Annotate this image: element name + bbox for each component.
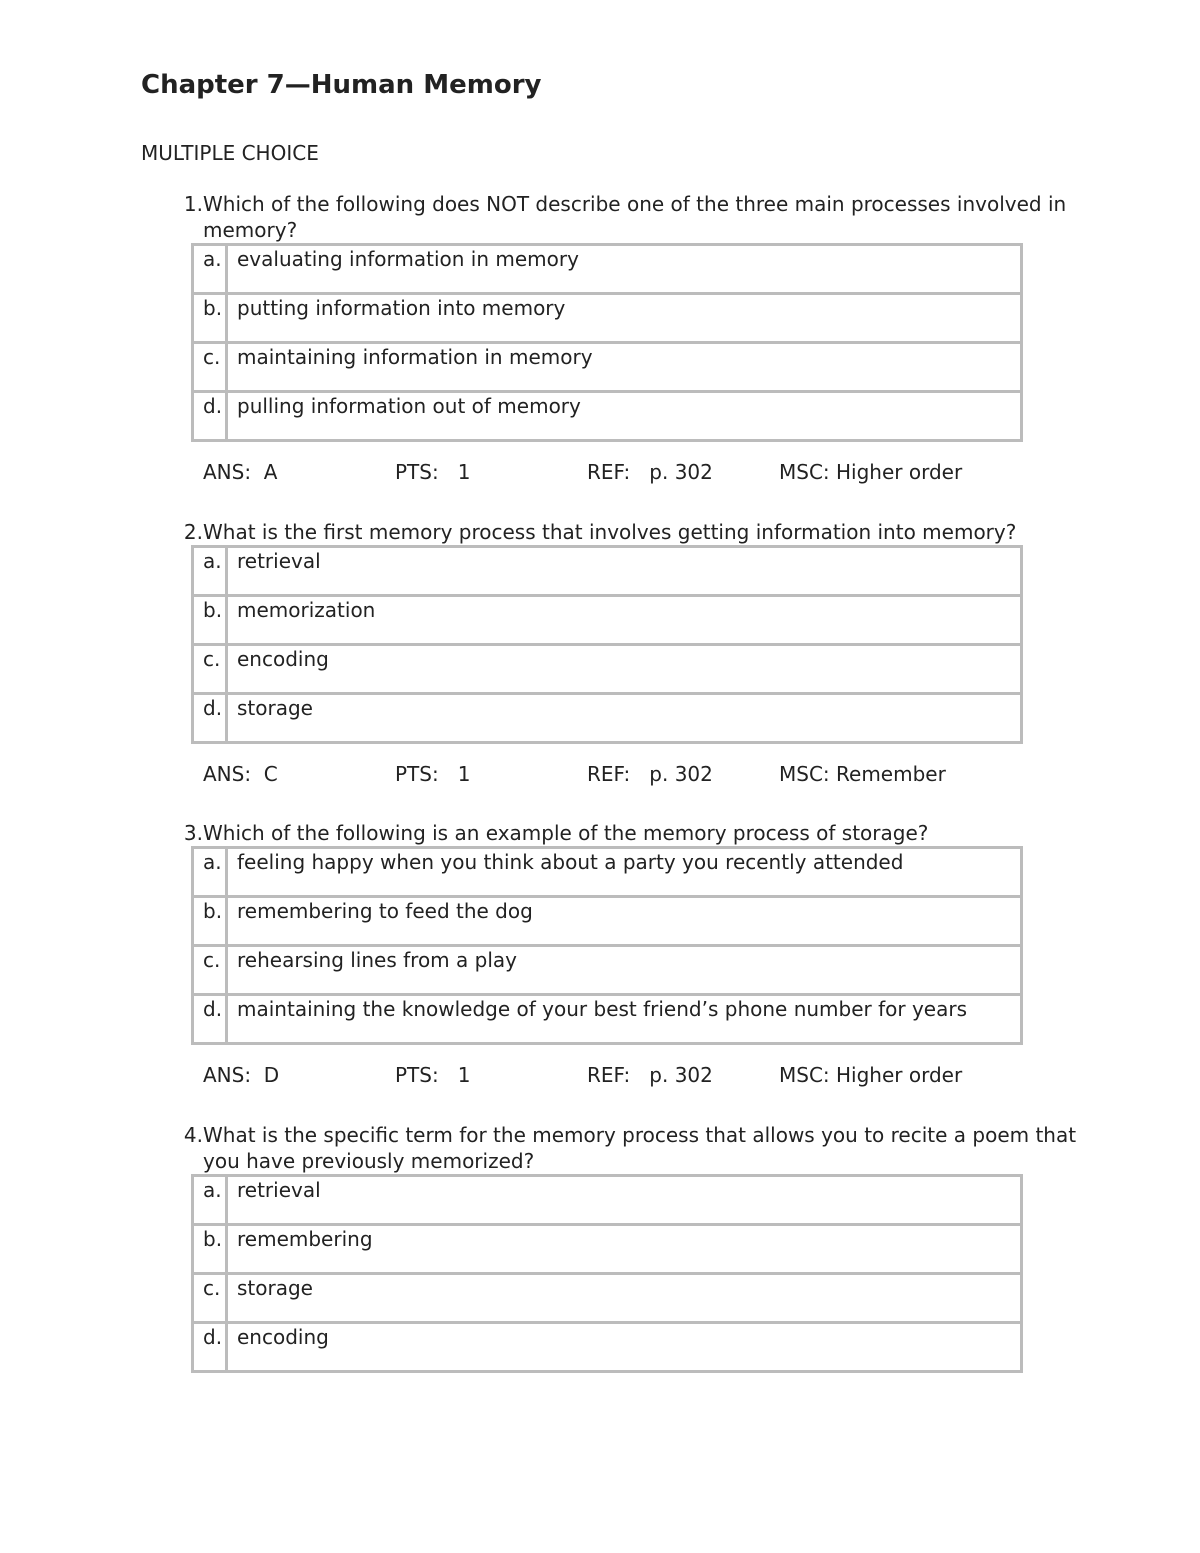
choice-letter: d. <box>203 1325 223 1349</box>
choices-table <box>191 846 1023 1045</box>
choice-letter: b. <box>203 899 223 923</box>
choice-text: encoding <box>227 645 1022 694</box>
choices-table <box>191 243 1023 442</box>
choice-row <box>193 245 1022 294</box>
choice-text: retrieval <box>227 547 1022 596</box>
question-2 <box>141 519 1091 787</box>
page-reference: REF: p. 302 <box>587 762 713 786</box>
choice-letter: d. <box>203 394 223 418</box>
choice-row <box>193 547 1022 596</box>
question-4 <box>141 1122 1091 1373</box>
choice-letter: c. <box>203 948 221 972</box>
answer-key: ANS: C <box>203 762 278 786</box>
question-text: What is the first memory process that involves getting information into memory? <box>203 520 1017 544</box>
choice-row <box>193 645 1022 694</box>
skill-level: MSC: Higher order <box>779 1063 963 1087</box>
choice-letter: c. <box>203 345 221 369</box>
choice-text: storage <box>227 1274 1022 1323</box>
choice-text: putting information into memory <box>227 294 1022 343</box>
page-title: Chapter 7—Human Memory <box>141 70 542 100</box>
choice-letter: a. <box>203 850 222 874</box>
question-text: What is the specific term for the memory process that allows you to recite a poem that you have previously memorized? <box>203 1123 1077 1173</box>
choices-table <box>191 1174 1023 1373</box>
choice-text: memorization <box>227 596 1022 645</box>
question-3 <box>141 820 1091 1088</box>
choice-text: encoding <box>227 1323 1022 1372</box>
choice-text: feeling happy when you think about a party you recently attended <box>227 848 1022 897</box>
skill-level: MSC: Higher order <box>779 460 963 484</box>
choice-text: storage <box>227 694 1022 743</box>
choice-row <box>193 596 1022 645</box>
question-text: Which of the following does NOT describe one of the three main processes involved in memory? <box>203 192 1067 242</box>
choice-letter: a. <box>203 549 222 573</box>
question-number: 2. <box>183 520 203 544</box>
choice-row <box>193 1323 1022 1372</box>
choice-letter: c. <box>203 1276 221 1300</box>
answer-meta <box>203 761 1091 787</box>
points: PTS: 1 <box>395 460 471 484</box>
answer-meta <box>203 1062 1091 1088</box>
question-number: 4. <box>183 1123 203 1147</box>
choice-letter: d. <box>203 997 223 1021</box>
choice-row <box>193 1176 1022 1225</box>
choice-letter: c. <box>203 647 221 671</box>
choice-row <box>193 343 1022 392</box>
section-heading: MULTIPLE CHOICE <box>141 141 319 165</box>
question-1 <box>141 191 1091 485</box>
question-number: 1. <box>183 192 203 216</box>
points: PTS: 1 <box>395 1063 471 1087</box>
choice-letter: d. <box>203 696 223 720</box>
choice-text: evaluating information in memory <box>227 245 1022 294</box>
choice-text: pulling information out of memory <box>227 392 1022 441</box>
choice-text: rehearsing lines from a play <box>227 946 1022 995</box>
choice-text: retrieval <box>227 1176 1022 1225</box>
choice-text: maintaining information in memory <box>227 343 1022 392</box>
choice-letter: a. <box>203 247 222 271</box>
answer-meta <box>203 459 1091 485</box>
answer-key: ANS: D <box>203 1063 280 1087</box>
choice-letter: b. <box>203 1227 223 1251</box>
choice-text: remembering to feed the dog <box>227 897 1022 946</box>
page-reference: REF: p. 302 <box>587 1063 713 1087</box>
question-text: Which of the following is an example of the memory process of storage? <box>203 821 929 845</box>
choice-text: maintaining the knowledge of your best friend’s phone number for years <box>227 995 1022 1044</box>
choice-letter: b. <box>203 598 223 622</box>
choice-letter: b. <box>203 296 223 320</box>
answer-key: ANS: A <box>203 460 278 484</box>
choice-letter: a. <box>203 1178 222 1202</box>
choice-row <box>193 294 1022 343</box>
choices-table <box>191 545 1023 744</box>
choice-row <box>193 946 1022 995</box>
choice-row <box>193 897 1022 946</box>
choice-row <box>193 1225 1022 1274</box>
choice-row <box>193 1274 1022 1323</box>
skill-level: MSC: Remember <box>779 762 946 786</box>
choice-row <box>193 694 1022 743</box>
choice-row <box>193 995 1022 1044</box>
choice-row <box>193 392 1022 441</box>
choice-text: remembering <box>227 1225 1022 1274</box>
page-reference: REF: p. 302 <box>587 460 713 484</box>
points: PTS: 1 <box>395 762 471 786</box>
question-number: 3. <box>183 821 203 845</box>
choice-row <box>193 848 1022 897</box>
